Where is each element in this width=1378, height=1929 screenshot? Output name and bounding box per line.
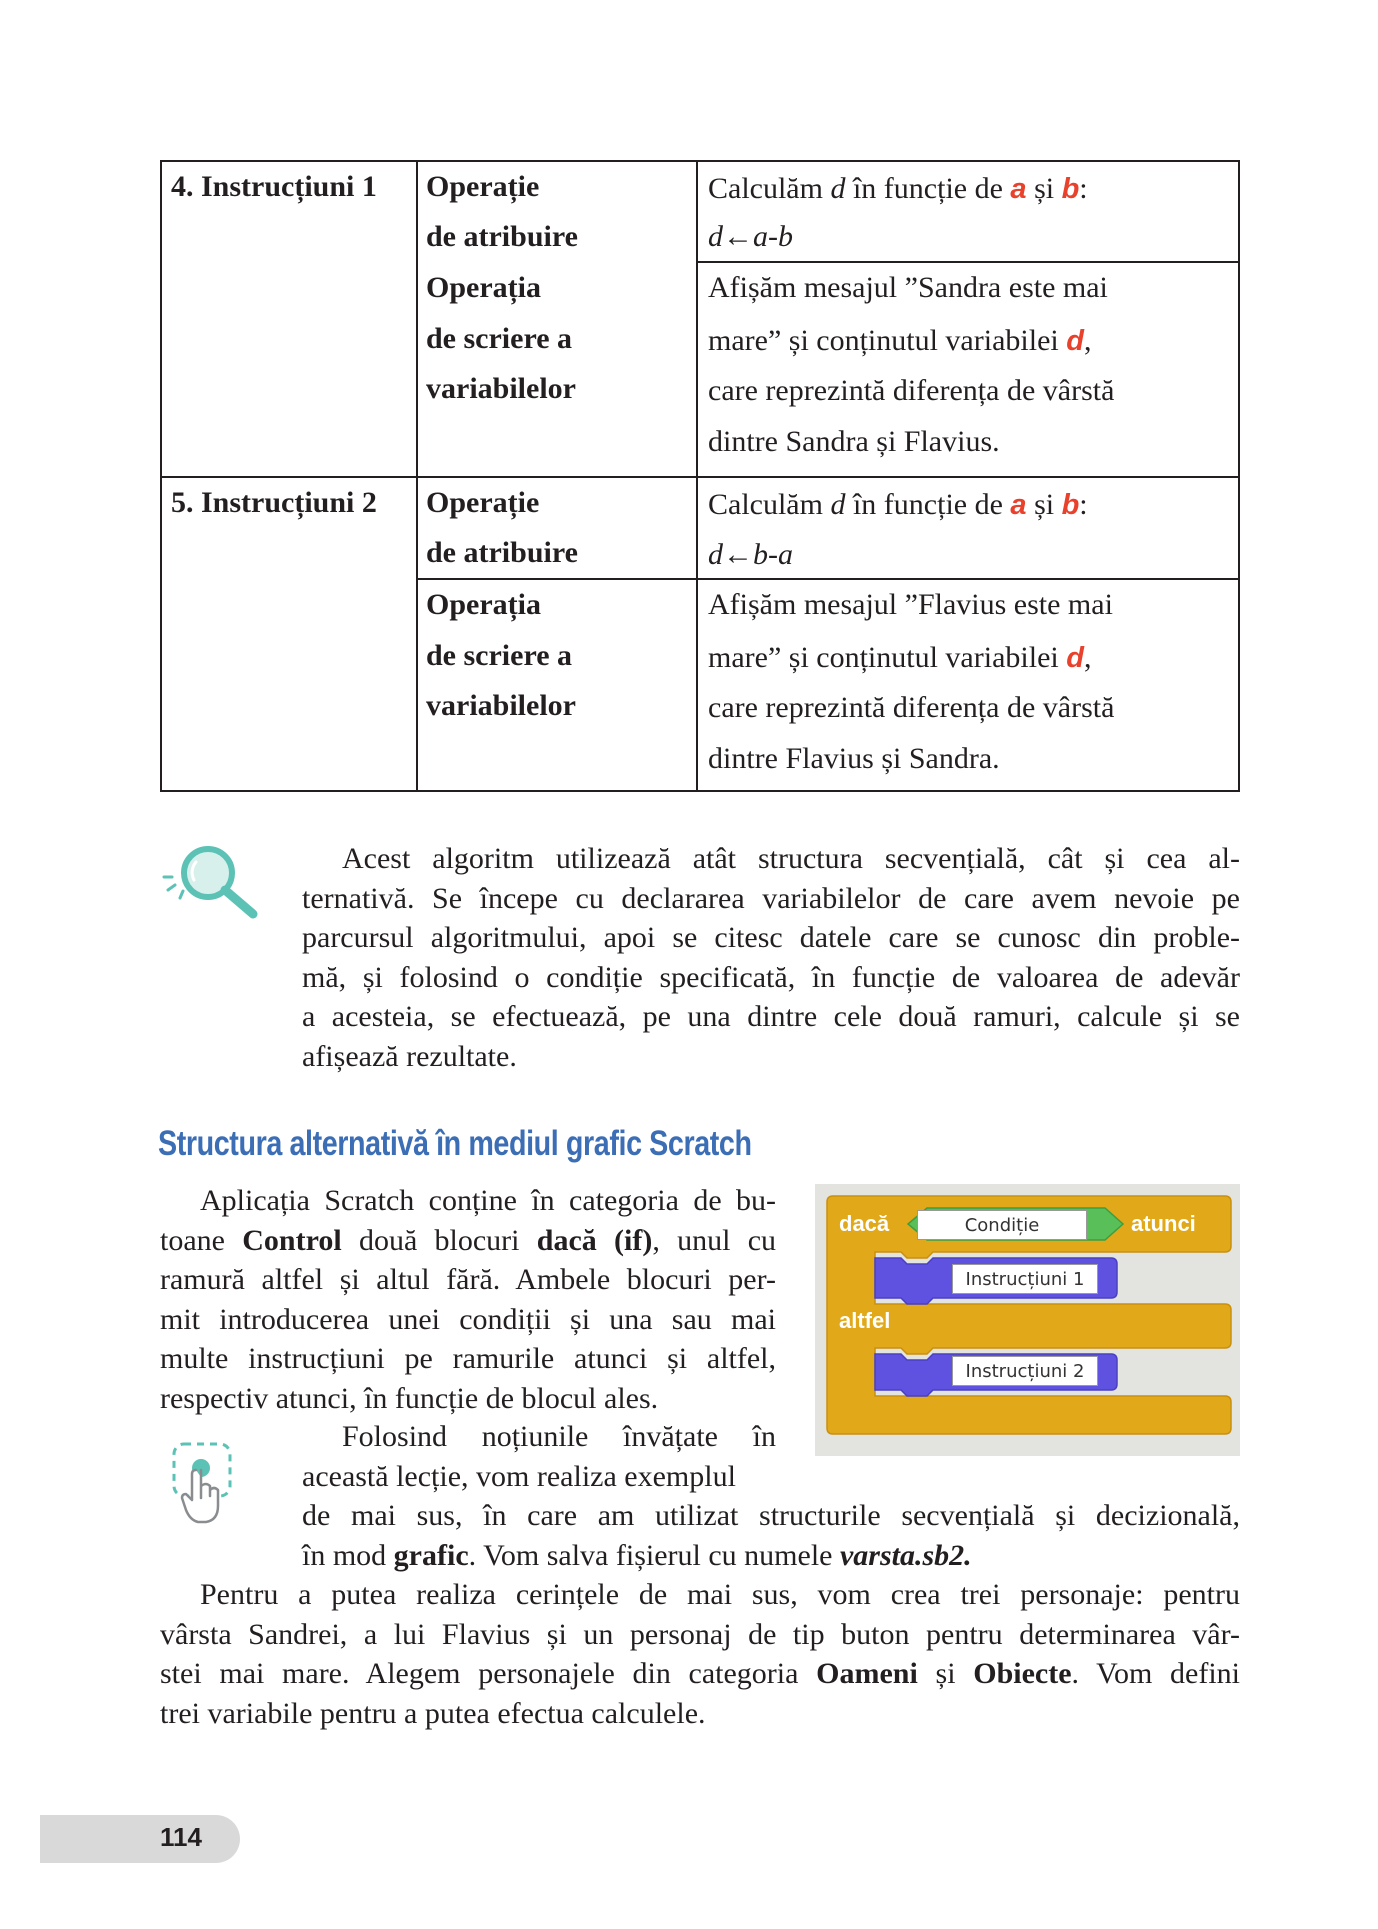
operation-label: Operația bbox=[426, 271, 541, 304]
output-description: dintre Flavius și Sandra. bbox=[708, 742, 1000, 775]
operation-label: de scriere a bbox=[426, 322, 573, 355]
operation-label: variabilelor bbox=[426, 372, 576, 405]
else-label: altfel bbox=[839, 1308, 891, 1333]
output-description: care reprezintă diferența de vârstă bbox=[708, 374, 1115, 407]
output-description: mare” și conținutul variabilei d, bbox=[708, 324, 1092, 357]
if-label: dacă bbox=[839, 1211, 890, 1236]
operation-label: variabilelor bbox=[426, 689, 576, 722]
scratch-paragraph: Aplicația Scratch conține în categoria de bu- toane Control două blocuri dacă (if), unul cu ramură altfel și altul fără. Ambele blocuri per- mit introducerea unei condiții și una sau mai multe instrucțiuni pe ramurile atunci și altfel, respectiv atunci, în funcție de blocul ales. bbox=[160, 1184, 777, 1415]
output-description: Afișăm mesajul ”Flavius este mai bbox=[708, 588, 1113, 621]
note-paragraph: Acest algoritm utilizează atât structura secvențială, cât și cea al- ternativă. Se începe cu declararea variabilelor de care avem nevoie pe parcursul algoritmului, apoi se citesc datele care se cunosc din proble- mă, și folosind o condiție specificată, în funcție de valoarea de adevăr a acesteia, se efectuează, pe una dintre cele două ramuri, calcule și se afișează rezultate. bbox=[302, 842, 1240, 1073]
operation-label: de atribuire bbox=[426, 536, 578, 569]
operation-label: Operație bbox=[426, 486, 540, 519]
step-label: 5. Instrucțiuni 2 bbox=[171, 486, 377, 519]
touch-hand-icon bbox=[168, 1440, 238, 1526]
operation-label: Operația bbox=[426, 588, 541, 621]
instruction-1-field: Instrucțiuni 1 bbox=[952, 1264, 1098, 1294]
formula: d←b-a bbox=[708, 538, 793, 571]
practice-paragraph-bottom: de mai sus, în care am utilizat structurile secvențială și decizională, în mod grafic. Vom salva fișierul cu numele varsta.sb2. bbox=[302, 1499, 1240, 1572]
section-heading: Structura alternativă în mediul grafic Scratch bbox=[158, 1124, 752, 1163]
steps-table bbox=[160, 160, 1240, 792]
variable-d: d bbox=[1066, 325, 1084, 357]
page-number-tab bbox=[40, 1815, 240, 1863]
calc-description: Calculăm d în funcție de a și b: bbox=[708, 172, 1088, 205]
output-description: care reprezintă diferența de vârstă bbox=[708, 691, 1115, 724]
practice-paragraph-top: Folosind noțiunile învățate în această lecție, vom realiza exemplul bbox=[302, 1420, 776, 1493]
formula: d←a-b bbox=[708, 220, 793, 253]
variable-b: b bbox=[1061, 489, 1080, 521]
output-description: mare” și conținutul variabilei d, bbox=[708, 641, 1092, 674]
variable-a: a bbox=[1010, 173, 1027, 205]
step-label: 4. Instrucțiuni 1 bbox=[171, 170, 377, 203]
then-label: atunci bbox=[1131, 1211, 1196, 1236]
variable-a: a bbox=[1010, 489, 1027, 521]
condition-field: Condiție bbox=[917, 1210, 1087, 1240]
output-description: dintre Sandra și Flavius. bbox=[708, 425, 1000, 458]
page-number: 114 bbox=[160, 1822, 202, 1852]
operation-label: Operație bbox=[426, 170, 540, 203]
instruction-2-field: Instrucțiuni 2 bbox=[952, 1356, 1098, 1386]
calc-description: Calculăm d în funcție de a și b: bbox=[708, 488, 1088, 521]
scratch-if-else-block bbox=[815, 1184, 1240, 1456]
variable-b: b bbox=[1061, 173, 1080, 205]
operation-label: de scriere a bbox=[426, 639, 573, 672]
operation-label: de atribuire bbox=[426, 220, 578, 253]
variable-d: d bbox=[1066, 642, 1084, 674]
magnifier-icon bbox=[158, 840, 262, 920]
output-description: Afișăm mesajul ”Sandra este mai bbox=[708, 271, 1108, 304]
final-paragraph: Pentru a putea realiza cerințele de mai sus, vom crea trei personaje: pentru vârsta Sandrei, a lui Flavius și un personaj de tip buton pentru determinarea vâr- stei mai mare. Alegem personajele din categoria Oameni și Obiecte. Vom defini trei variabile pentru a putea efectua calculele. bbox=[160, 1578, 1240, 1730]
